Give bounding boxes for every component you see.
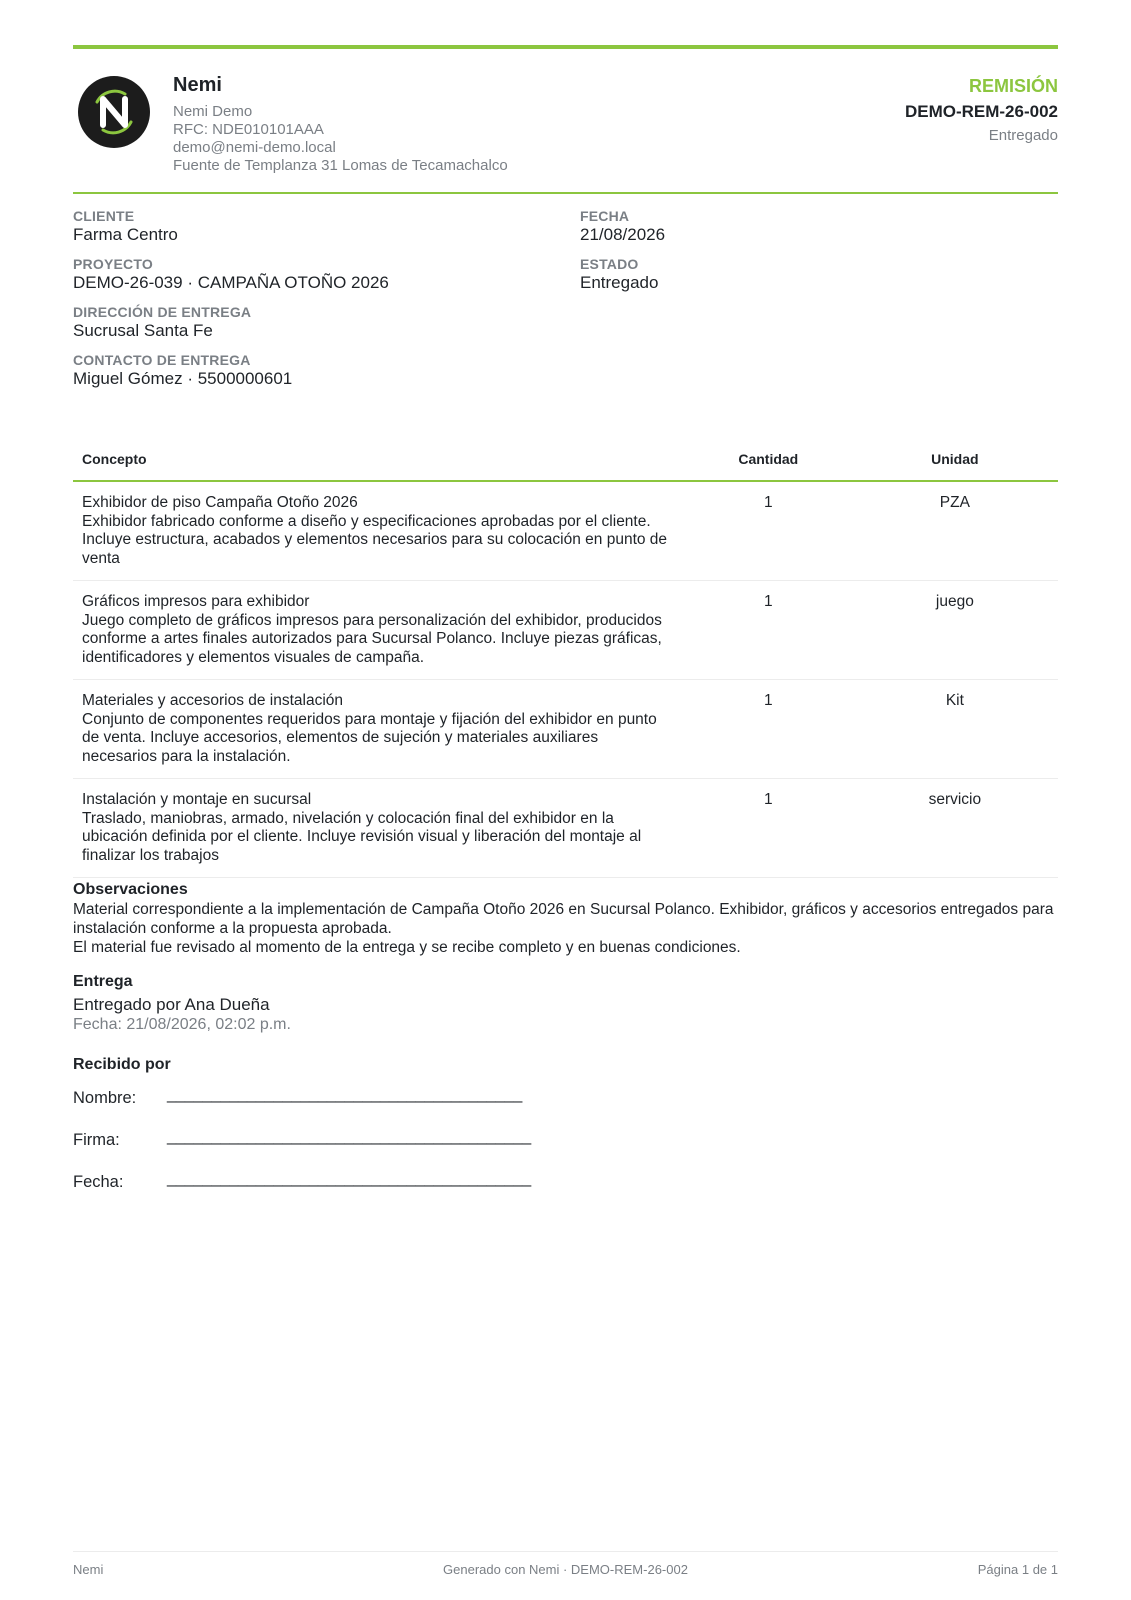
name-signature-line: ________________________________________ [167,1085,523,1103]
table-row [73,680,1058,779]
item-title: Exhibidor de piso Campaña Otoño 2026 [82,494,358,511]
delivery-contact-label: CONTACTO DE ENTREGA [73,352,251,368]
date-value: 21/08/2026 [580,225,666,244]
company-email: demo@nemi-demo.local [173,139,336,156]
document-page [73,45,1058,1201]
unit-cell: juego [852,581,1058,680]
signature-row [73,1117,1058,1159]
received-title: Recibido por [73,1056,171,1073]
concept-cell [73,581,685,680]
footer-page-number: Página 1 de 1 [977,1562,1058,1577]
company-trade-name: Nemi Demo [173,103,253,120]
concept-cell [73,481,685,581]
header-divider [73,192,1058,194]
observations-section [73,880,1058,957]
delivery-contact-value: Miguel Gómez · 5500000601 [73,369,293,388]
received-date-line: _________________________________________ [167,1169,531,1187]
state-block [580,256,658,293]
name-label: Nombre: [73,1089,137,1107]
concept-cell [73,779,685,878]
received-date-label: Fecha: [73,1173,124,1191]
date-label: FECHA [580,208,630,224]
project-value: DEMO-26-039 · CAMPAÑA OTOÑO 2026 [73,273,389,292]
item-description: Exhibidor fabricado conforme a diseño y especificaciones aprobadas por el cliente. Incluye estructura, acabados y elementos necesarios para su colocación en punto de venta [82,512,668,567]
unit-cell: servicio [852,779,1058,878]
state-label: ESTADO [580,256,639,272]
delivery-address-value: Sucrusal Santa Fe [73,321,213,340]
unit-cell: Kit [852,680,1058,779]
quantity-cell: 1 [685,581,852,680]
project-label: PROYECTO [73,256,153,272]
date-block [580,208,665,245]
company-rfc: RFC: NDE010101AAA [173,121,324,138]
observations-text-1: Material correspondiente a la implementación de Campaña Otoño 2026 en Sucursal Polanco. Exhibidor, gráficos y accesorios entregados para instalación conforme a la propuesta aprobada. [73,901,1054,937]
client-label: CLIENTE [73,208,135,224]
delivery-title: Entrega [73,973,133,990]
item-description: Juego completo de gráficos impresos para personalización del exhibidor, producidos conforme a artes finales autorizados para Sucursal Polanco. Incluye piezas gráficas, identificadores y elementos visuales de campaña. [82,611,662,666]
delivery-address-label: DIRECCIÓN DE ENTREGA [73,304,252,320]
concept-header: Concepto [73,438,685,481]
signature-label: Firma: [73,1131,120,1149]
quantity-cell: 1 [685,779,852,878]
client-value: Farma Centro [73,225,178,244]
received-section [73,1055,1058,1201]
quantity-cell: 1 [685,481,852,581]
state-value: Entregado [580,273,659,292]
quantity-header: Cantidad [685,438,852,481]
client-block [73,208,178,245]
delivery-contact-block [73,352,292,389]
document-type: REMISIÓN [968,76,1058,96]
document-status: Entregado [988,127,1058,144]
observations-title: Observaciones [73,881,188,898]
footer-brand: Nemi [73,1562,104,1577]
project-block [73,256,389,293]
delivery-address-block [73,304,251,341]
unit-cell: PZA [852,481,1058,581]
item-title: Gráficos impresos para exhibidor [82,593,310,610]
table-header-row [73,438,1058,481]
company-address: Fuente de Templanza 31 Lomas de Tecamachalco [173,157,508,174]
delivery-date: Fecha: 21/08/2026, 02:02 p.m. [73,1016,291,1033]
table-row [73,581,1058,680]
quantity-cell: 1 [685,680,852,779]
item-description: Traslado, maniobras, armado, nivelación y colocación final del exhibidor en la ubicación definida por el cliente. Incluye revisión visual y liberación del montaje al finalizar los trabajos [82,809,642,864]
signature-line: _________________________________________ [167,1127,531,1145]
document-identifier [905,75,1058,145]
company-info [173,73,508,175]
concept-cell [73,680,685,779]
page-footer [73,1551,1058,1582]
item-title: Instalación y montaje en sucursal [82,791,312,808]
items-table [73,438,1058,878]
item-description: Conjunto de componentes requeridos para montaje y fijación del exhibidor en punto de venta. Incluye accesorios, elementos de sujeción y materiales auxiliares necesarios para la instalación. [82,710,657,765]
document-header [73,49,1058,192]
unit-header: Unidad [852,438,1058,481]
date-row [73,1159,1058,1201]
table-row [73,481,1058,581]
item-title: Materiales y accesorios de instalación [82,692,344,709]
document-info [73,208,1058,438]
nemi-logo-icon [77,75,151,149]
company-name: Nemi [173,74,222,96]
observations-text-2: El material fue revisado al momento de la entrega y se recibe completo y en buenas condiciones. [73,939,741,956]
footer-generated: Generado con Nemi · DEMO-REM-26-002 [443,1562,688,1577]
delivered-by: Entregado por Ana Dueña [73,995,270,1014]
table-row [73,779,1058,878]
name-row [73,1075,1058,1117]
delivery-section [73,972,1058,1035]
document-number: DEMO-REM-26-002 [904,102,1058,121]
